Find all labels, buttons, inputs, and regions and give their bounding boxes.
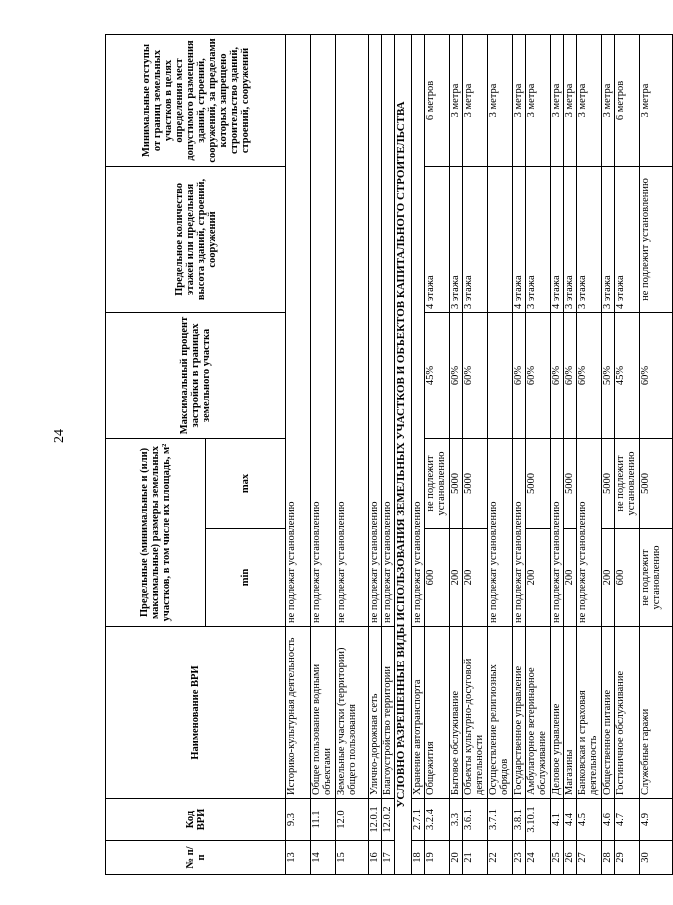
- cell-percent: 60%: [640, 312, 673, 438]
- cell-code: 12.0.1: [369, 799, 382, 841]
- cell-percent: [488, 312, 513, 438]
- cell-percent: 60%: [513, 312, 526, 438]
- cell-percent: 45%: [425, 312, 450, 438]
- cell-min-max: не подлежат установлению: [488, 438, 513, 626]
- cell-name: Историко-культурная деятельность: [286, 627, 311, 799]
- cell-num: 18: [412, 841, 425, 875]
- cell-num: 28: [602, 841, 615, 875]
- cell-num: 26: [564, 841, 577, 875]
- cell-merged: не подлежат установлению: [369, 34, 382, 626]
- cell-floors: [488, 166, 513, 312]
- header-area-group: Предельные (минимальные и (или) максимальные) размеры земельных участков, в том числе их площадь, м²: [106, 438, 206, 626]
- table-row: [640, 34, 673, 874]
- cell-setback: 3 метра: [450, 34, 463, 166]
- cell-percent: 60%: [564, 312, 577, 438]
- cell-code: 9.3: [286, 799, 311, 841]
- cell-num: 20: [450, 841, 463, 875]
- cell-percent: 60%: [577, 312, 602, 438]
- cell-min: 600: [425, 529, 450, 627]
- cell-percent: 60%: [450, 312, 463, 438]
- cell-setback: 6 метров: [615, 34, 640, 166]
- zoning-parameters-table: [105, 34, 673, 875]
- cell-percent: 50%: [602, 312, 615, 438]
- cell-floors: 3 этажа: [577, 166, 602, 312]
- cell-num: 13: [286, 841, 311, 875]
- header-name: Наименование ВРИ: [106, 627, 286, 799]
- cell-code: 12.0.2: [382, 799, 395, 841]
- cell-min-max: не подлежат установлению: [577, 438, 602, 626]
- table-row: [336, 34, 369, 874]
- cell-percent: 60%: [526, 312, 551, 438]
- cell-num: 25: [551, 841, 564, 875]
- cell-merged: не подлежат установлению: [382, 34, 395, 626]
- cell-name: Общежития: [425, 627, 450, 799]
- cell-max: 5000: [602, 438, 615, 528]
- cell-max: 5000: [463, 438, 488, 528]
- table-row: [382, 34, 395, 874]
- cell-num: 22: [488, 841, 513, 875]
- cell-name: Служебные гаражи: [640, 627, 673, 799]
- table-row: [311, 34, 336, 874]
- cell-setback: 3 метра: [551, 34, 564, 166]
- cell-max: не подлежит установлению: [615, 438, 640, 528]
- header-code: Код ВРИ: [106, 799, 286, 841]
- cell-code: 4.6: [602, 799, 615, 841]
- cell-setback: 3 метра: [640, 34, 673, 166]
- cell-min: 200: [526, 529, 551, 627]
- cell-name: Деловое управление: [551, 627, 564, 799]
- cell-setback: 3 метра: [577, 34, 602, 166]
- cell-num: 24: [526, 841, 551, 875]
- cell-num: 21: [463, 841, 488, 875]
- cell-code: 3.2.4: [425, 799, 450, 841]
- cell-code: 3.10.1: [526, 799, 551, 841]
- cell-min-max: не подлежат установлению: [551, 438, 564, 626]
- rotated-table-frame: [105, 35, 662, 875]
- cell-max: 5000: [450, 438, 463, 528]
- table-row: [488, 34, 513, 874]
- cell-num: 30: [640, 841, 673, 875]
- cell-setback: 3 метра: [488, 34, 513, 166]
- cell-max: 5000: [640, 438, 673, 528]
- cell-name: Магазины: [564, 627, 577, 799]
- table-row: [412, 34, 425, 874]
- cell-max: не подлежит установлению: [425, 438, 450, 528]
- cell-code: 3.3: [450, 799, 463, 841]
- cell-code: 2.7.1: [412, 799, 425, 841]
- cell-name: Осуществление религиозных обрядов: [488, 627, 513, 799]
- header-floors: Предельное количество этажей или предельная высота зданий, строений, сооружений: [106, 166, 286, 312]
- cell-name: Общественное питание: [602, 627, 615, 799]
- cell-setback: 3 метра: [463, 34, 488, 166]
- cell-name: Общее пользование водными объектами: [311, 627, 336, 799]
- cell-code: 3.7.1: [488, 799, 513, 841]
- cell-code: 3.8.1: [513, 799, 526, 841]
- cell-percent: 45%: [615, 312, 640, 438]
- cell-name: Улично-дорожная сеть: [369, 627, 382, 799]
- table-row: [369, 34, 382, 874]
- table-row: [602, 34, 615, 874]
- cell-name: Гостиничное обслуживание: [615, 627, 640, 799]
- cell-num: 16: [369, 841, 382, 875]
- table-row: [463, 34, 488, 874]
- cell-setback: 3 метра: [602, 34, 615, 166]
- cell-min: 200: [463, 529, 488, 627]
- cell-setback: 3 метра: [526, 34, 551, 166]
- cell-floors: 4 этажа: [425, 166, 450, 312]
- cell-min: 600: [615, 529, 640, 627]
- table-row: [564, 34, 577, 874]
- cell-setback: 6 метров: [425, 34, 450, 166]
- header-num: № п/п: [106, 841, 286, 875]
- cell-floors: 3 этажа: [564, 166, 577, 312]
- cell-min: 200: [602, 529, 615, 627]
- cell-name: Объекты культурно-досуговой деятельности: [463, 627, 488, 799]
- cell-code: 4.1: [551, 799, 564, 841]
- cell-num: 15: [336, 841, 369, 875]
- header-setback: Минимальные отступы от границ земельных участков в целях определения мест допустимого размещения зданий, строений, сооружений, за пределами которых запрещено строительство зданий, строений, сооружений: [106, 34, 286, 166]
- cell-merged: не подлежат установлению: [311, 34, 336, 626]
- cell-merged: не подлежат установлению: [412, 34, 425, 626]
- cell-code: 3.6.1: [463, 799, 488, 841]
- page-number: 24: [52, 429, 67, 443]
- cell-num: 29: [615, 841, 640, 875]
- cell-setback: 3 метра: [564, 34, 577, 166]
- cell-name: Государственное управление: [513, 627, 526, 799]
- header-max: max: [206, 438, 286, 528]
- header-min: min: [206, 529, 286, 627]
- table-row: [577, 34, 602, 874]
- cell-name: Хранение автотранспорта: [412, 627, 425, 799]
- cell-name: Благоустройство территории: [382, 627, 395, 799]
- header-percent: Максимальный процент застройки в границах земельного участка: [106, 312, 286, 438]
- cell-code: 4.9: [640, 799, 673, 841]
- cell-code: 12.0: [336, 799, 369, 841]
- table-row: [450, 34, 463, 874]
- table-row: [286, 34, 311, 874]
- cell-percent: 60%: [463, 312, 488, 438]
- cell-max: 5000: [526, 438, 551, 528]
- cell-code: 4.5: [577, 799, 602, 841]
- table-row: [615, 34, 640, 874]
- cell-floors: не подлежит установлению: [640, 166, 673, 312]
- cell-name: Банковская и страховая деятельность: [577, 627, 602, 799]
- table-row: [551, 34, 564, 874]
- cell-name: Бытовое обслуживание: [450, 627, 463, 799]
- cell-min: 200: [564, 529, 577, 627]
- table-row: [526, 34, 551, 874]
- cell-num: 14: [311, 841, 336, 875]
- section-row: [395, 34, 412, 874]
- cell-floors: 3 этажа: [526, 166, 551, 312]
- cell-floors: 3 этажа: [602, 166, 615, 312]
- cell-setback: 3 метра: [513, 34, 526, 166]
- cell-num: 19: [425, 841, 450, 875]
- cell-floors: 4 этажа: [513, 166, 526, 312]
- cell-floors: 3 этажа: [450, 166, 463, 312]
- cell-code: 4.4: [564, 799, 577, 841]
- cell-num: 17: [382, 841, 395, 875]
- cell-floors: 3 этажа: [463, 166, 488, 312]
- cell-code: 4.7: [615, 799, 640, 841]
- cell-code: 11.1: [311, 799, 336, 841]
- cell-num: 27: [577, 841, 602, 875]
- cell-merged: не подлежат установлению: [286, 34, 311, 626]
- cell-max: 5000: [564, 438, 577, 528]
- cell-min: не подлежит установлению: [640, 529, 673, 627]
- cell-percent: 60%: [551, 312, 564, 438]
- cell-floors: 4 этажа: [551, 166, 564, 312]
- cell-floors: 4 этажа: [615, 166, 640, 312]
- table-row: [513, 34, 526, 874]
- cell-min-max: не подлежат установлению: [513, 438, 526, 626]
- cell-min: 200: [450, 529, 463, 627]
- cell-num: 23: [513, 841, 526, 875]
- table-row: [425, 34, 450, 874]
- cell-name: Земельные участки (территории) общего пользования: [336, 627, 369, 799]
- section-title: УСЛОВНО РАЗРЕШЕННЫЕ ВИДЫ ИСПОЛЬЗОВАНИЯ ЗЕМЕЛЬНЫХ УЧАСТКОВ И ОБЪЕКТОВ КАПИТАЛЬНОГО СТРОИТЕЛЬСТВА: [395, 34, 412, 874]
- cell-name: Амбулаторное ветеринарное обслуживание: [526, 627, 551, 799]
- cell-merged: не подлежат установлению: [336, 34, 369, 626]
